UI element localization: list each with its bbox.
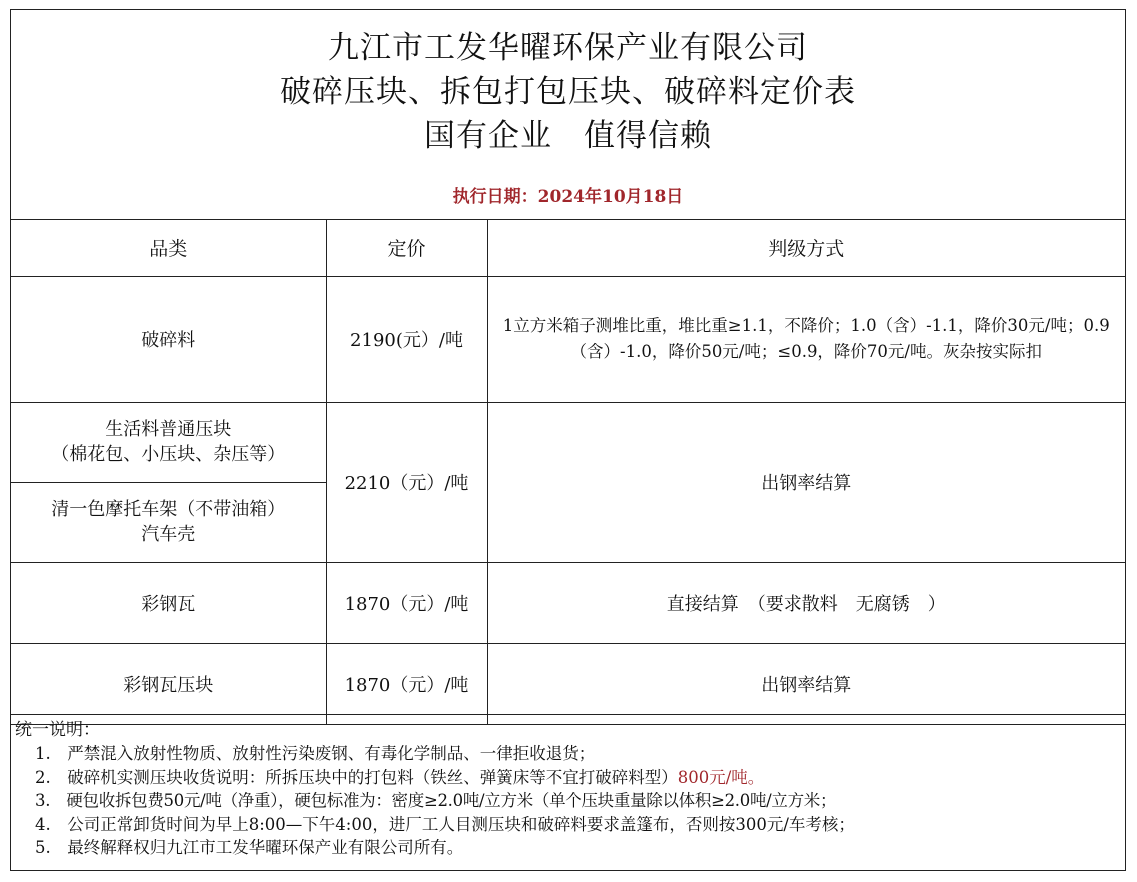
category-cell: 彩钢瓦	[11, 562, 326, 643]
note-item: 3. 硬包收拆包费50元/吨（净重），硬包标准为：密度≥2.0吨/立方米（单个压块重量除以体积≥2.0吨/立方米；	[35, 791, 837, 810]
column-header-price: 定价	[326, 220, 487, 276]
category-line: 汽车壳	[141, 524, 196, 545]
note-item: 4. 公司正常卸货时间为早上8:00—下午4:00，进厂工人目测压块和破碎料要求盖篷布，否则按300元/车考核；	[35, 814, 855, 834]
method-cell: 1立方米箱子测堆比重，堆比重≥1.1，不降价；1.0（含）-1.1，降价30元/吨；0.9（含）-1.0，降价50元/吨；≤0.9，降价70元/吨。灰杂按实际扣	[487, 276, 1125, 402]
column-header-method: 判级方式	[487, 220, 1125, 276]
category-line: 清一色摩托车架（不带油箱）	[51, 499, 286, 520]
table-header-row	[11, 220, 1125, 276]
note-text: 2. 破碎机实测压块收货说明：所拆压块中的打包料（铁丝、弹簧床等不宜打破碎料型）	[35, 767, 678, 787]
category-cell	[11, 482, 326, 562]
company-title: 九江市工发华曜环保产业有限公司	[328, 30, 808, 66]
table-row	[11, 402, 1125, 482]
column-header-category: 品类	[11, 220, 326, 276]
table-row	[11, 643, 1125, 724]
category-line: （棉花包、小压块、杂压等）	[51, 444, 286, 465]
category-cell: 彩钢瓦压块	[11, 643, 326, 724]
method-cell: 出钢率结算	[487, 643, 1125, 724]
price-cell: 1870（元）/吨	[326, 562, 487, 643]
table-row	[11, 276, 1125, 402]
price-cell: 1870（元）/吨	[326, 643, 487, 724]
category-line: 生活料普通压块	[105, 419, 232, 440]
price-cell: 2210（元）/吨	[326, 402, 487, 562]
effective-date: 执行日期：2024年10月18日	[452, 187, 684, 207]
note-item: 5. 最终解释权归九江市工发华曜环保产业有限公司所有。	[35, 838, 464, 857]
header	[11, 10, 1125, 220]
note-item	[15, 766, 1125, 790]
note-item: 1. 严禁混入放射性物质、放射性污染废钢、有毒化学制品、一律拒收退货；	[35, 744, 596, 763]
sheet-subtitle: 破碎压块、拆包打包压块、破碎料定价表	[280, 74, 856, 110]
notes-section	[11, 714, 1125, 870]
category-cell	[11, 402, 326, 482]
notes-title: 统一说明：	[15, 720, 100, 740]
slogan: 国有企业 值得信赖	[424, 118, 712, 154]
price-cell: 2190(元）/吨	[326, 276, 487, 402]
price-table	[11, 220, 1125, 725]
table-row	[11, 562, 1125, 643]
method-cell: 直接结算 （要求散料 无腐锈 ）	[487, 562, 1125, 643]
method-cell: 出钢率结算	[487, 402, 1125, 562]
note-highlight: 800元/吨。	[677, 767, 765, 787]
category-cell: 破碎料	[11, 276, 326, 402]
price-sheet	[10, 9, 1126, 871]
